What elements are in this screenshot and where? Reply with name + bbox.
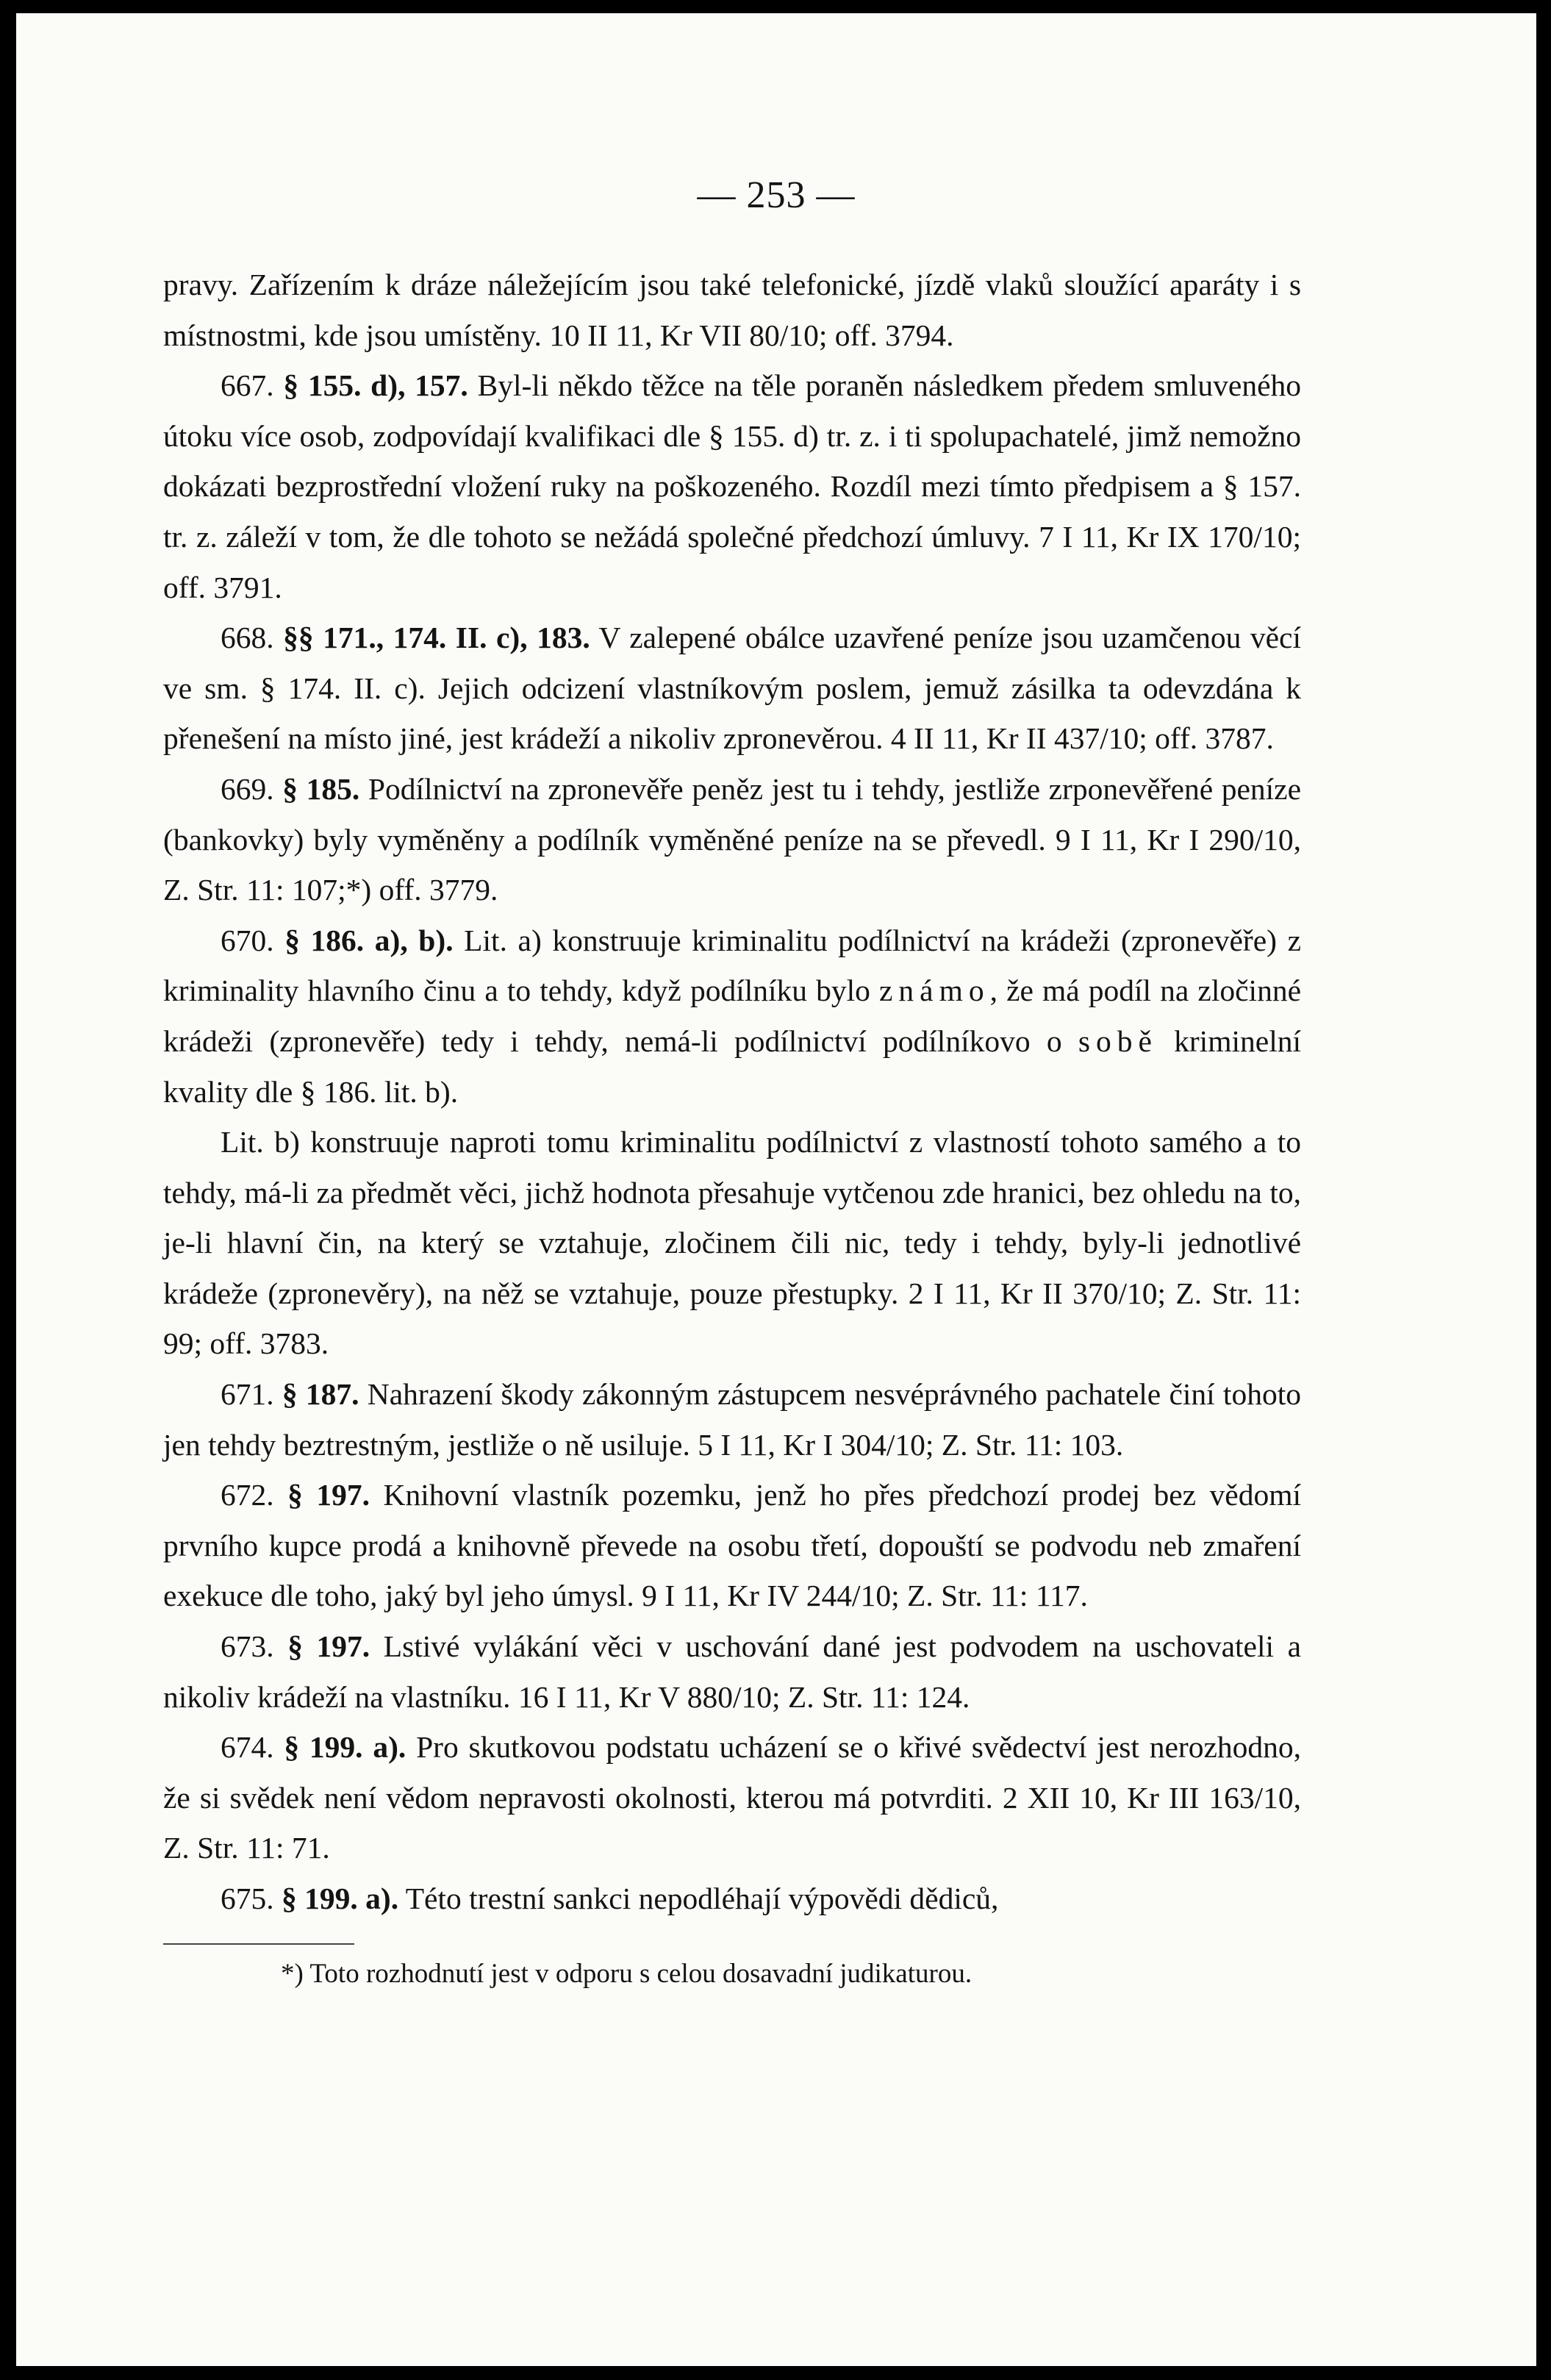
section-ref: § 199. a). (282, 1882, 399, 1915)
entry-669: 669. § 185. Podílnictví na zpronevěře peněz jest tu i tehdy, jestliže zrponevěřené peníze (bankovky) byly vyměněny a podílník vyměněné peníze na se převedl. 9 I 11, Kr I 290/10, Z. Str. 11: 107;*) off. 3779. (163, 771, 1302, 907)
entry-674: 674. § 199. a). Pro skutkovou podstatu ucházení se o křivé svědectví jest nerozhodno, že si svědek není vědom nepravosti okolnosti, kterou má potvrditi. 2 XII 10, Kr III 163/10, Z. Str. 11: 71. (163, 1730, 1301, 1865)
section-ref: § 155. d), 157. (283, 368, 468, 403)
section-ref: § 197. (287, 1629, 370, 1664)
section-ref: § 186. a), b). (284, 923, 454, 957)
footnote-divider (163, 1943, 354, 1945)
footnote: *) Toto rozhodnutí jest v odporu s celou dosavadní judikaturou. (281, 1959, 972, 1989)
emphasis-spaced: známo (878, 973, 990, 1008)
section-ref: §§ 171., 174. II. c), 183. (283, 621, 590, 655)
entry-668: 668. §§ 171., 174. II. c), 183. V zalepené obálce uzavřené peníze jsou uzamčenou věcí ve sm. § 174. II. c). Jejich odcizení vlastníkovým poslem, jemuž zásilka ta odevzdána k přenešení na místo jiné, jest krádeží a nikoliv zpronevěrou. 4 II 11, Kr II 437/10; off. 3787. (163, 621, 1301, 756)
emphasis-spaced: sobě (1078, 1023, 1158, 1058)
section-ref: § 199. a). (284, 1730, 406, 1765)
section-ref: § 187. (282, 1377, 359, 1412)
entry-670: 670. § 186. a), b). Lit. a) konstruuje kriminalitu podílnictví na krádeži (zpronevěře) z kriminality hlavního činu a to tehdy, když podílníku bylo známo, že má podíl na zločinné krádeži (zpronevěře) tedy i tehdy, nemá-li podílnictví podílníkovo o sobě kriminelní kvality dle § 186. lit. b). (163, 923, 1301, 1109)
section-ref: § 197. (287, 1478, 370, 1512)
entry-670-continuation: Lit. b) konstruuje naproti tomu kriminalitu podílnictví z vlastností tohoto samého a to tehdy, má-li za předmět věci, jichž hodnota přesahuje vytčenou zde hranici, bez ohledu na to, je-li hlavní čin, na který se vztahuje, zločinem čili nic, tedy i tehdy, byly-li jednotlivé krádeže (zpronevěry), na něž se vztahuje, pouze přestupky. 2 I 11, Kr II 370/10; Z. Str. 11: 99; off. 3783. (163, 1125, 1301, 1361)
entry-673: 673. § 197. Lstivé vylákání věci v uschování dané jest podvodem na uschovateli a nikoliv krádeží na vlastníku. 16 I 11, Kr V 880/10; Z. Str. 11: 124. (163, 1629, 1302, 1714)
entry-675: 675. § 199. a). Této trestní sankci nepodléhají výpovědi dědiců, (221, 1882, 999, 1915)
body-text (163, 260, 1301, 1924)
page-number: — 253 — (697, 174, 856, 216)
section-ref: § 185. (282, 771, 360, 806)
entry-671: 671. § 187. Nahrazení škody zákonným zástupcem nesvéprávného pachatele činí tohoto jen tehdy beztrestným, jestliže o ně usiluje. 5 I 11, Kr I 304/10; Z. Str. 11: 103. (163, 1377, 1301, 1462)
entry-667: 667. § 155. d), 157. Byl-li někdo těžce na těle poraněn následkem předem smluveného útoku více osob, zodpovídají kvalifikaci dle § 155. d) tr. z. i ti spolupachatelé, jimž nemožno dokázati bezprostřední vložení ruky na poškozeného. Rozdíl mezi tímto předpisem a § 157. tr. z. záleží v tom, že dle tohoto se nežádá společné předchozí úmluvy. 7 I 11, Kr IX 170/10; off. 3791. (163, 368, 1302, 604)
book-page (16, 13, 1536, 2366)
entry-672: 672. § 197. Knihovní vlastník pozemku, jenž ho přes předchozí prodej bez vědomí prvního kupce prodá a knihovně převede na osobu třetí, dopouští se podvodu neb zmaření exekuce dle toho, jaký byl jeho úmysl. 9 I 11, Kr IV 244/10; Z. Str. 11: 117. (163, 1478, 1302, 1613)
continuation-paragraph: pravy. Zařízením k dráze náležejícím jsou také telefonické, jízdě vlaků sloužící aparáty i s místnostmi, kde jsou umístěny. 10 II 11, Kr VII 80/10; off. 3794. (163, 268, 1301, 352)
